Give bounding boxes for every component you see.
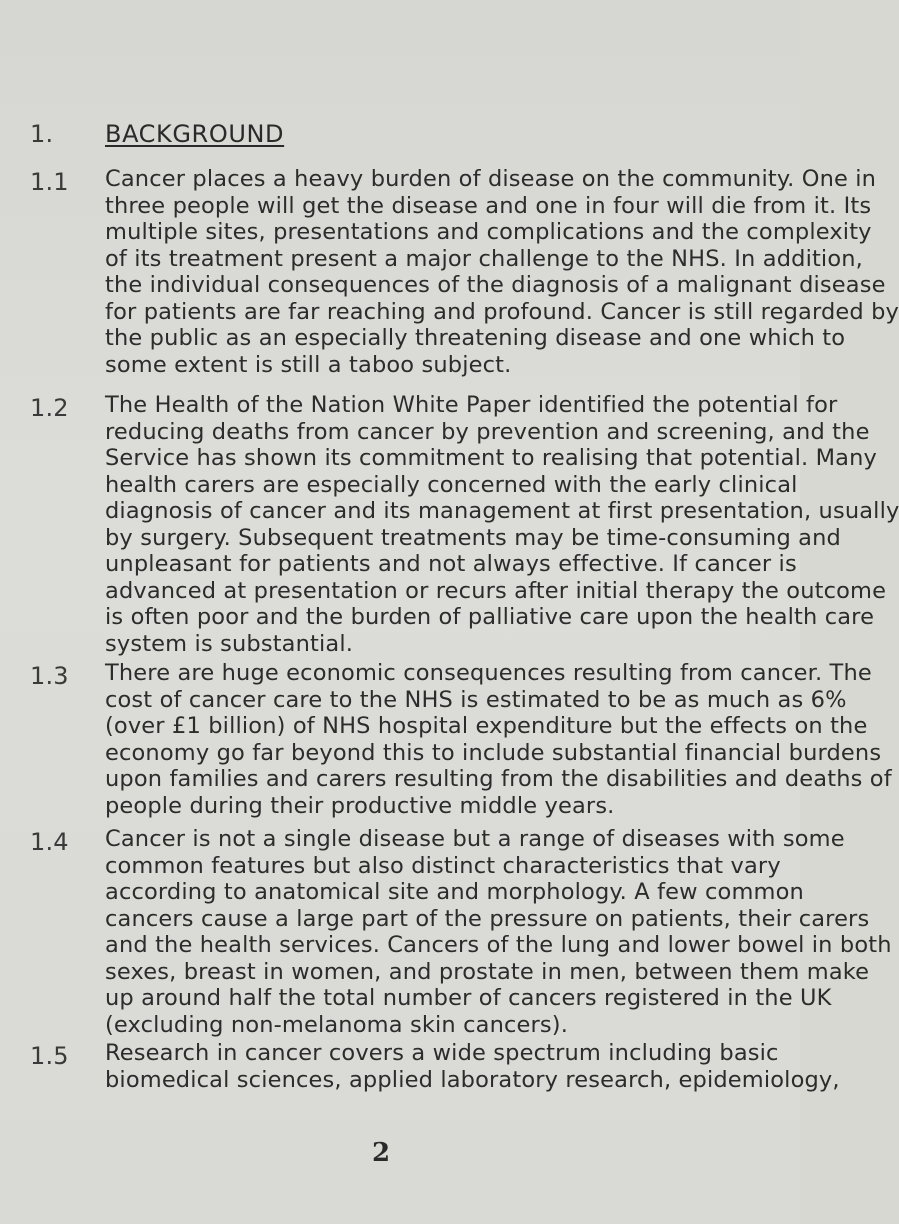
text-line: cancers cause a large part of the pressure on patients, their carers (105, 905, 870, 932)
text-line: Research in cancer covers a wide spectrum including basic (105, 1040, 779, 1066)
text-line: three people will get the disease and one in four will die from it. Its (105, 192, 872, 219)
text-line: of its treatment present a major challenge to the NHS. In addition, (105, 245, 863, 272)
paragraph-text (105, 1040, 840, 1093)
text-line: reducing deaths from cancer by prevention and screening, and the (105, 418, 870, 445)
section-title: BACKGROUND (105, 120, 285, 148)
text-line: system is substantial. (105, 630, 354, 657)
text-line: (over £1 billion) of NHS hospital expenditure but the effects on the (105, 713, 868, 739)
text-line: Cancer places a heavy burden of disease on the community. One in (105, 166, 877, 192)
text-line: health carers are especially concerned with the early clinical (105, 471, 798, 498)
paragraph-number: 1.4 (30, 828, 69, 856)
text-line: Cancer is not a single disease but a range of diseases with some (105, 826, 845, 852)
paragraph-text (105, 392, 899, 657)
text-line: unpleasant for patients and not always effective. If cancer is (105, 551, 797, 577)
text-line: common features but also distinct characteristics that vary (105, 852, 781, 879)
text-line: the public as an especially threatening disease and one which to (105, 325, 846, 351)
text-line: sexes, breast in women, and prostate in men, between them make (105, 958, 870, 985)
text-line: diagnosis of cancer and its management at first presentation, usually (105, 498, 899, 524)
text-line: by surgery. Subsequent treatments may be time-consuming and (105, 524, 841, 551)
text-line: according to anatomical site and morphology. A few common (105, 879, 804, 905)
paragraph-text (105, 826, 892, 1038)
text-line: upon families and carers resulting from the disabilities and deaths of (105, 766, 892, 792)
text-line: some extent is still a taboo subject. (105, 351, 512, 378)
text-line: the individual consequences of the diagnosis of a malignant disease (105, 272, 886, 298)
paragraph-text (105, 660, 892, 819)
paragraph-number: 1.3 (30, 662, 69, 690)
text-line: economy go far beyond this to include substantial financial burdens (105, 739, 882, 766)
text-line: Service has shown its commitment to realising that potential. Many (105, 445, 877, 471)
paragraph-number: 1.1 (30, 168, 69, 196)
text-line: up around half the total number of cancers registered in the UK (105, 985, 832, 1011)
text-line: is often poor and the burden of palliative care upon the health care (105, 604, 875, 630)
text-line: (excluding non-melanoma skin cancers). (105, 1011, 568, 1038)
text-line: people during their productive middle years. (105, 792, 615, 819)
paragraph-text (105, 166, 899, 378)
text-line: multiple sites, presentations and complications and the complexity (105, 219, 872, 245)
section-number: 1. (30, 120, 54, 148)
text-line: There are huge economic consequences resulting from cancer. The (105, 660, 872, 686)
text-line: cost of cancer care to the NHS is estimated to be as much as 6% (105, 686, 847, 713)
text-line: for patients are far reaching and profound. Cancer is still regarded by (105, 298, 899, 325)
text-line: biomedical sciences, applied laboratory research, epidemiology, (105, 1066, 840, 1093)
text-line: and the health services. Cancers of the lung and lower bowel in both (105, 932, 892, 958)
paragraph-number: 1.5 (30, 1042, 69, 1070)
text-line: The Health of the Nation White Paper identified the potential for (105, 392, 838, 418)
text-line: advanced at presentation or recurs after initial therapy the outcome (105, 577, 887, 604)
page-number: 2 (372, 1138, 391, 1168)
paragraph-number: 1.2 (30, 394, 69, 422)
